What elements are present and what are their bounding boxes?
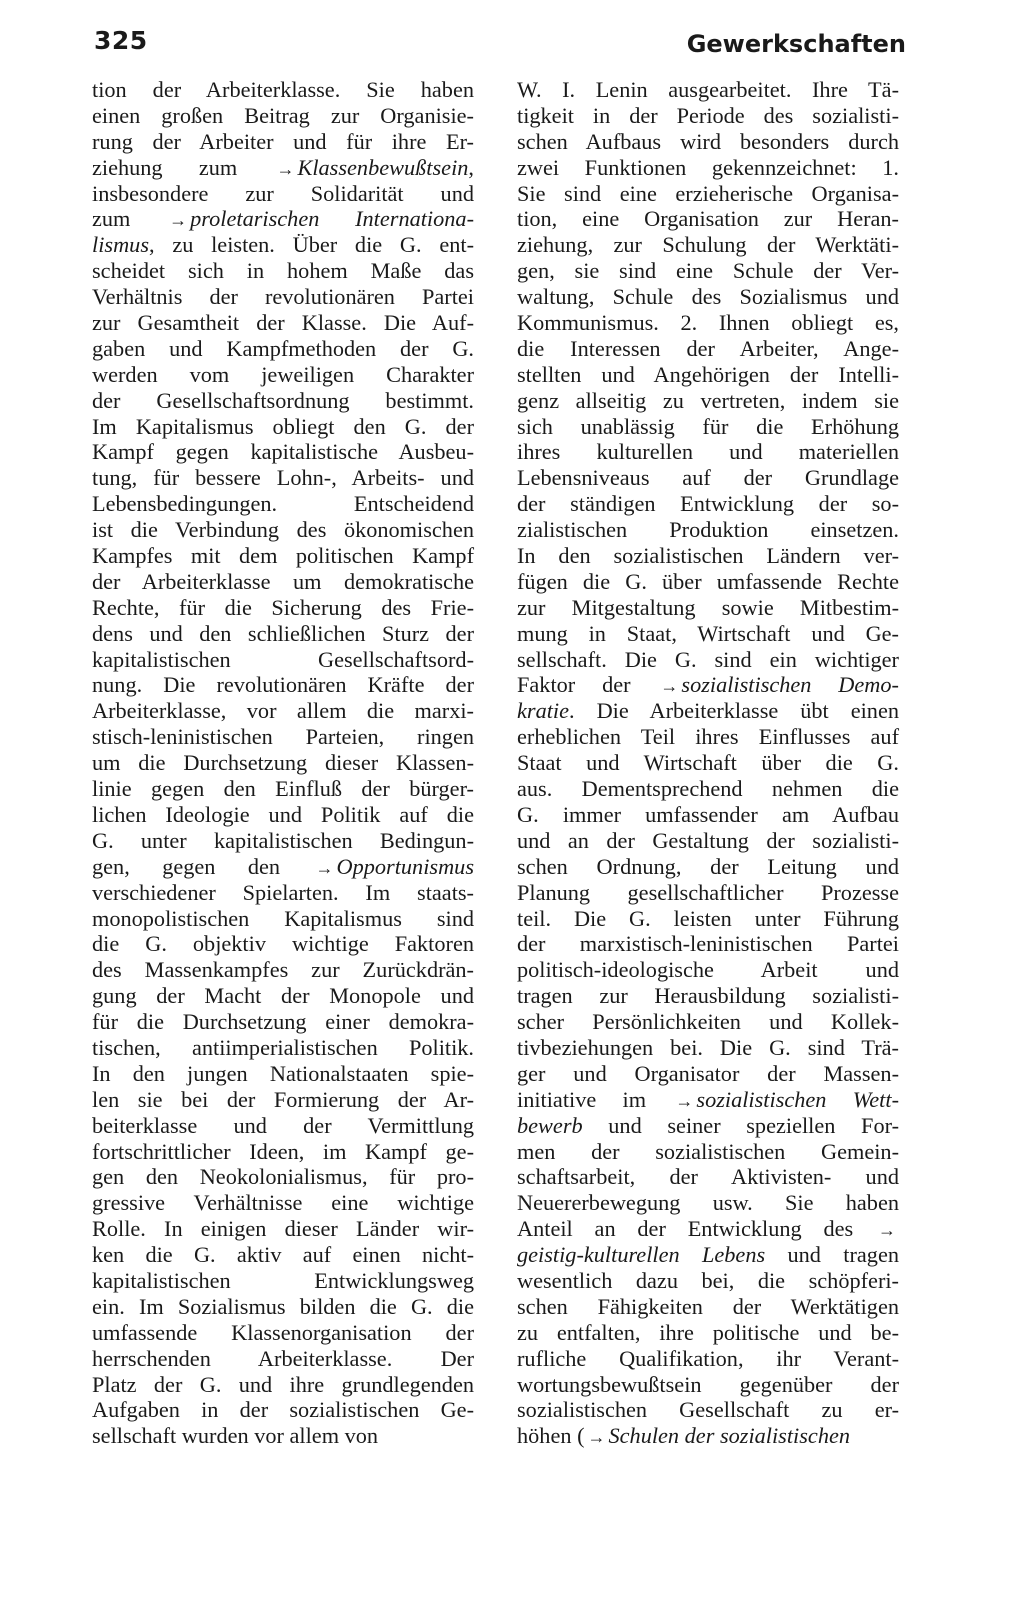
text-run: sozialistischen Gesellschaft zu er- xyxy=(517,1397,899,1423)
text-line xyxy=(92,491,474,517)
text-line xyxy=(517,750,899,776)
text-line xyxy=(517,1190,899,1216)
text-line xyxy=(92,336,474,362)
text-line xyxy=(92,802,474,828)
text-line xyxy=(517,232,899,258)
text-line xyxy=(92,1009,474,1035)
cross-reference-arrow-icon: → xyxy=(315,857,334,878)
text-run: In den jungen Nationalstaaten spie- xyxy=(92,1060,474,1086)
text-line xyxy=(92,232,474,258)
text-line xyxy=(517,1242,899,1268)
text-line xyxy=(517,1268,899,1294)
text-run: umfassende Klassenorganisation der xyxy=(92,1319,474,1345)
text-line xyxy=(517,284,899,310)
text-run: gaben und Kampfmethoden der G. xyxy=(92,335,474,361)
text-run: ein. Im Sozialismus bilden die G. die xyxy=(92,1293,474,1319)
text-run: mung in Staat, Wirtschaft und Ge- xyxy=(517,620,899,646)
text-run: zur Mitgestaltung sowie Mitbestim- xyxy=(517,594,899,620)
cross-reference-arrow-icon: → xyxy=(169,210,188,231)
text-run: zum xyxy=(92,206,167,232)
text-run: monopolistischen Kapitalismus sind xyxy=(92,905,474,931)
cross-reference-arrow-icon: → xyxy=(660,676,679,697)
text-run: des Massenkampfes zur Zurückdrän- xyxy=(92,957,474,983)
text-run: Verhältnis der revolutionären Partei xyxy=(92,284,474,310)
text-run: Faktor der xyxy=(517,672,658,698)
text-line xyxy=(92,465,474,491)
text-run: Anteil an der Entwicklung des xyxy=(517,1216,875,1242)
text-line xyxy=(517,258,899,284)
text-run: beiterklasse und der Vermittlung xyxy=(92,1112,474,1138)
text-line xyxy=(92,983,474,1009)
text-column-right xyxy=(517,77,899,1449)
text-line xyxy=(92,517,474,543)
text-line xyxy=(517,595,899,621)
text-run: Kommunismus. 2. Ihnen obliegt es, xyxy=(517,310,899,336)
text-run: Sie sind eine erzieherische Organisa- xyxy=(517,180,899,206)
text-run: insbesondere zur Solidarität und xyxy=(92,180,474,206)
text-run: rufliche Qualifikation, ihr Verant- xyxy=(517,1345,899,1371)
text-line xyxy=(92,1139,474,1165)
text-line xyxy=(92,543,474,569)
text-line xyxy=(517,543,899,569)
text-run: schaftsarbeit, der Aktivisten- und xyxy=(517,1164,899,1190)
text-run: und seiner speziellen For- xyxy=(582,1112,899,1138)
text-line xyxy=(92,258,474,284)
text-line xyxy=(92,1242,474,1268)
text-run: scheidet sich in hohem Maße das xyxy=(92,258,474,284)
text-run: stisch-leninistischen Parteien, ringen xyxy=(92,724,474,750)
text-run: Rolle. In einigen dieser Länder wir- xyxy=(92,1216,474,1242)
text-run: Im Kapitalismus obliegt den G. der xyxy=(92,413,474,439)
text-line xyxy=(92,621,474,647)
cross-reference-term: kratie xyxy=(517,698,570,724)
cross-reference-term: bewerb xyxy=(517,1112,583,1138)
text-line xyxy=(92,155,474,181)
text-run: der Arbeiterklasse um demokratische xyxy=(92,568,474,594)
text-line xyxy=(517,414,899,440)
cross-reference-term: lismus xyxy=(92,232,149,258)
text-run: aus. Dementsprechend nehmen die xyxy=(517,776,899,802)
text-run: sich unablässig für die Erhöhung xyxy=(517,413,899,439)
text-line xyxy=(517,206,899,232)
text-run: und an der Gestaltung der sozialisti- xyxy=(517,827,899,853)
text-line xyxy=(517,181,899,207)
text-run: , xyxy=(468,154,474,180)
cross-reference-term: Schulen der sozialistischen xyxy=(608,1423,851,1449)
text-line xyxy=(517,1397,899,1423)
text-line xyxy=(92,880,474,906)
text-run: tion, eine Organisation zur Heran- xyxy=(517,206,899,232)
text-line xyxy=(517,103,899,129)
text-run: gung der Macht der Monopole und xyxy=(92,983,474,1009)
text-line xyxy=(517,129,899,155)
text-line xyxy=(92,569,474,595)
text-run: ziehung zum xyxy=(92,154,274,180)
text-run: die G. objektiv wichtige Faktoren xyxy=(92,931,474,957)
text-line xyxy=(517,1294,899,1320)
cross-reference-term: proletarischen Internationa- xyxy=(190,206,474,232)
text-run: schen Ordnung, der Leitung und xyxy=(517,853,899,879)
text-line xyxy=(92,1320,474,1346)
text-line xyxy=(92,77,474,103)
text-line xyxy=(517,647,899,673)
text-run: linie gegen den Einfluß der bürger- xyxy=(92,776,474,802)
text-line xyxy=(92,181,474,207)
text-line xyxy=(92,1190,474,1216)
text-line xyxy=(92,1216,474,1242)
text-line xyxy=(92,1035,474,1061)
text-line xyxy=(92,284,474,310)
cross-reference-term: geistig-kulturellen Lebens xyxy=(517,1242,766,1268)
text-run: . Die Arbeiterklasse übt einen xyxy=(569,698,899,724)
text-run: für die Durchsetzung einer demokra- xyxy=(92,1009,474,1035)
text-line xyxy=(517,388,899,414)
text-line xyxy=(517,1035,899,1061)
text-run: Lebensniveaus auf der Grundlage xyxy=(517,465,899,491)
cross-reference-arrow-icon: → xyxy=(587,1427,606,1448)
text-run: nung. Die revolutionären Kräfte der xyxy=(92,672,474,698)
cross-reference-arrow-icon: → xyxy=(276,158,295,179)
text-run: tigkeit in der Periode des sozialisti- xyxy=(517,102,899,128)
text-line xyxy=(92,1423,474,1449)
text-run: Planung gesellschaftlicher Prozesse xyxy=(517,879,899,905)
text-line xyxy=(517,1320,899,1346)
text-line xyxy=(92,1372,474,1398)
text-line xyxy=(517,1346,899,1372)
text-run: ziehung, zur Schulung der Werktäti- xyxy=(517,232,899,258)
text-line xyxy=(517,698,899,724)
text-run: zur Gesamtheit der Klasse. Die Auf- xyxy=(92,310,474,336)
text-run: politisch-ideologische Arbeit und xyxy=(517,957,899,983)
text-line xyxy=(92,129,474,155)
text-run: dens und den schließlichen Sturz der xyxy=(92,620,474,646)
text-line xyxy=(517,983,899,1009)
text-line xyxy=(92,103,474,129)
text-line xyxy=(517,439,899,465)
text-run: herrschenden Arbeiterklasse. Der xyxy=(92,1345,474,1371)
text-line xyxy=(517,776,899,802)
text-run: Staat und Wirtschaft über die G. xyxy=(517,750,899,776)
text-line xyxy=(517,1139,899,1165)
text-line xyxy=(517,336,899,362)
text-run: stellten und Angehörigen der Intelli- xyxy=(517,361,899,387)
text-line xyxy=(92,854,474,880)
text-line xyxy=(92,362,474,388)
text-line xyxy=(517,931,899,957)
text-run: wesentlich dazu bei, die schöpferi- xyxy=(517,1267,899,1293)
text-run: gen, gegen den xyxy=(92,853,313,879)
text-line xyxy=(517,1113,899,1139)
text-run: fortschrittlicher Ideen, im Kampf ge- xyxy=(92,1138,474,1164)
page-number: 325 xyxy=(94,26,148,55)
cross-reference-term: sozialistischen Demo- xyxy=(681,672,899,698)
text-line xyxy=(517,569,899,595)
text-line xyxy=(517,517,899,543)
text-run: der marxistisch-leninistischen Partei xyxy=(517,931,899,957)
text-run: G. immer umfassender am Aufbau xyxy=(517,801,899,827)
text-run: lichen Ideologie und Politik auf die xyxy=(92,801,474,827)
text-line xyxy=(92,776,474,802)
text-line xyxy=(92,1268,474,1294)
text-run: genz allseitig zu vertreten, indem sie xyxy=(517,387,899,413)
text-run: um die Durchsetzung dieser Klassen- xyxy=(92,750,474,776)
text-line xyxy=(92,1061,474,1087)
text-line xyxy=(92,957,474,983)
text-run: In den sozialistischen Ländern ver- xyxy=(517,543,899,569)
text-line xyxy=(92,439,474,465)
cross-reference-arrow-icon: → xyxy=(675,1090,694,1111)
text-run: ger und Organisator der Massen- xyxy=(517,1060,899,1086)
text-line xyxy=(517,1372,899,1398)
text-run: G. unter kapitalistischen Bedingun- xyxy=(92,827,474,853)
text-line xyxy=(92,1113,474,1139)
text-line xyxy=(517,310,899,336)
text-line xyxy=(517,1423,899,1449)
running-head: Gewerkschaften xyxy=(686,30,906,58)
text-run: rung der Arbeiter und für ihre Er- xyxy=(92,128,474,154)
text-line xyxy=(92,414,474,440)
text-run: kapitalistischen Entwicklungsweg xyxy=(92,1267,474,1293)
text-run: die Interessen der Arbeiter, Ange- xyxy=(517,335,899,361)
page-header xyxy=(0,18,1024,68)
text-line xyxy=(517,465,899,491)
text-line xyxy=(92,906,474,932)
text-line xyxy=(517,77,899,103)
text-line xyxy=(92,595,474,621)
text-line xyxy=(92,1164,474,1190)
text-line xyxy=(517,155,899,181)
text-line xyxy=(517,957,899,983)
text-run: und tragen xyxy=(765,1242,899,1268)
text-run: der Gesellschaftsordnung bestimmt. xyxy=(92,387,474,413)
text-run: men der sozialistischen Gemein- xyxy=(517,1138,899,1164)
text-run: sellschaft. Die G. sind ein wichtiger xyxy=(517,646,899,672)
text-line xyxy=(517,362,899,388)
text-line xyxy=(517,672,899,698)
text-run: fügen die G. über umfassende Rechte xyxy=(517,568,899,594)
text-run: tischen, antiimperialistischen Politik. xyxy=(92,1034,474,1060)
text-run: einen großen Beitrag zur Organisie- xyxy=(92,102,474,128)
text-run: Kampf gegen kapitalistische Ausbeu- xyxy=(92,439,474,465)
text-line xyxy=(92,931,474,957)
text-run: schen Aufbaus wird besonders durch xyxy=(517,128,899,154)
text-run: , zu leisten. Über die G. ent- xyxy=(149,232,474,258)
text-line xyxy=(517,1164,899,1190)
text-run: tung, für bessere Lohn-, Arbeits- und xyxy=(92,465,474,491)
text-line xyxy=(517,906,899,932)
text-run: len sie bei der Formierung der Ar- xyxy=(92,1086,474,1112)
text-line xyxy=(517,880,899,906)
text-line xyxy=(92,828,474,854)
text-run: Kampfes mit dem politischen Kampf xyxy=(92,543,474,569)
cross-reference-arrow-icon: → xyxy=(878,1220,896,1241)
text-run: Rechte, für die Sicherung des Frie- xyxy=(92,594,474,620)
text-line xyxy=(517,802,899,828)
cross-reference-term: Opportunismus xyxy=(336,853,474,879)
text-run: W. I. Lenin ausgearbeitet. Ihre Tä- xyxy=(517,77,899,102)
text-run: tragen zur Herausbildung sozialisti- xyxy=(517,983,899,1009)
text-run: werden vom jeweiligen Charakter xyxy=(92,361,474,387)
text-line xyxy=(517,491,899,517)
text-line xyxy=(517,828,899,854)
text-run: waltung, Schule des Sozialismus und xyxy=(517,284,899,310)
text-run: gressive Verhältnisse eine wichtige xyxy=(92,1190,474,1216)
text-run: Lebensbedingungen. Entscheidend xyxy=(92,491,474,517)
cross-reference-term: Klassenbewußtsein xyxy=(297,154,469,180)
text-line xyxy=(92,206,474,232)
text-line xyxy=(517,1087,899,1113)
text-run: der ständigen Entwicklung der so- xyxy=(517,491,899,517)
text-line xyxy=(517,854,899,880)
text-line xyxy=(517,621,899,647)
text-line xyxy=(92,698,474,724)
text-line xyxy=(92,724,474,750)
text-column-left xyxy=(92,77,474,1449)
text-run: kapitalistischen Gesellschaftsord- xyxy=(92,646,474,672)
text-line xyxy=(517,724,899,750)
text-line xyxy=(92,1294,474,1320)
text-run: ihres kulturellen und materiellen xyxy=(517,439,899,465)
text-run: gen den Neokolonialismus, für pro- xyxy=(92,1164,474,1190)
text-line xyxy=(517,1216,899,1242)
text-line xyxy=(92,388,474,414)
text-run: tivbeziehungen bei. Die G. sind Trä- xyxy=(517,1034,899,1060)
text-run: scher Persönlichkeiten und Kollek- xyxy=(517,1009,899,1035)
text-run: Aufgaben in der sozialistischen Ge- xyxy=(92,1397,474,1423)
text-line xyxy=(517,1009,899,1035)
text-run: schen Fähigkeiten der Werktätigen xyxy=(517,1293,899,1319)
text-line xyxy=(92,310,474,336)
text-run: teil. Die G. leisten unter Führung xyxy=(517,905,899,931)
text-run: sellschaft wurden vor allem von xyxy=(92,1423,379,1449)
text-run: initiative im xyxy=(517,1086,673,1112)
text-run: verschiedener Spielarten. Im staats- xyxy=(92,879,474,905)
text-line xyxy=(517,1061,899,1087)
text-run: tion der Arbeiterklasse. Sie haben xyxy=(92,77,474,102)
text-run: Arbeiterklasse, vor allem die marxi- xyxy=(92,698,474,724)
text-run: erheblichen Teil ihres Einflusses auf xyxy=(517,724,899,750)
text-line xyxy=(92,647,474,673)
text-run: wortungsbewußtsein gegenüber der xyxy=(517,1371,899,1397)
text-run: Neuererbewegung usw. Sie haben xyxy=(517,1190,899,1216)
text-run: zialistischen Produktion einsetzen. xyxy=(517,517,899,543)
text-line xyxy=(92,672,474,698)
text-run: ist die Verbindung des ökonomischen xyxy=(92,517,474,543)
text-run: höhen ( xyxy=(517,1423,585,1449)
text-line xyxy=(92,1397,474,1423)
text-run: Platz der G. und ihre grundlegenden xyxy=(92,1371,474,1397)
text-line xyxy=(92,1346,474,1372)
text-line xyxy=(92,1087,474,1113)
text-run: zwei Funktionen gekennzeichnet: 1. xyxy=(517,154,899,180)
text-run: zu entfalten, ihre politische und be- xyxy=(517,1319,899,1345)
text-run: gen, sie sind eine Schule der Ver- xyxy=(517,258,899,284)
text-run: ken die G. aktiv auf einen nicht- xyxy=(92,1242,474,1268)
cross-reference-term: sozialistischen Wett- xyxy=(696,1086,899,1112)
text-line xyxy=(92,750,474,776)
